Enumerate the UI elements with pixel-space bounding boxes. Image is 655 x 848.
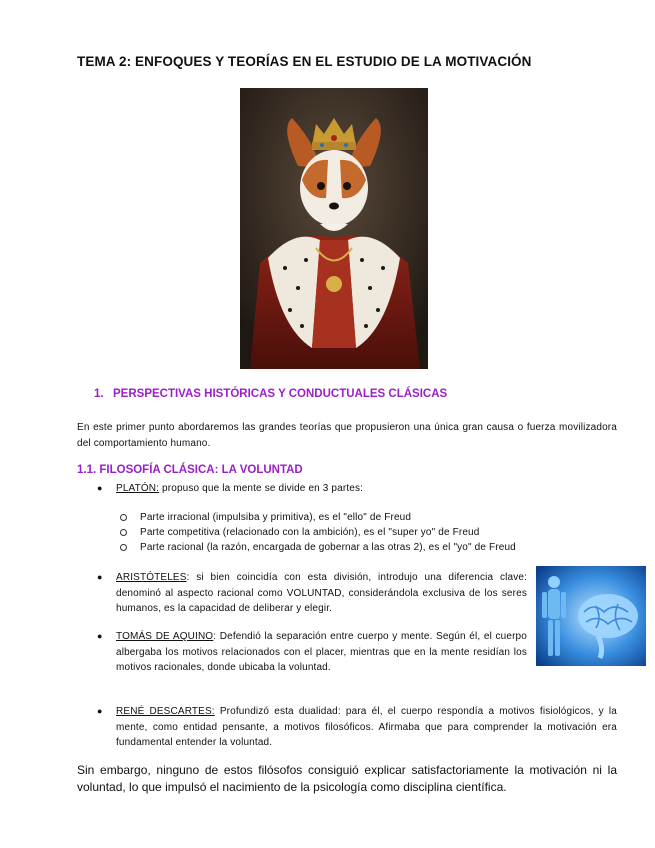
section-heading [94,388,447,400]
descartes-name: RENÉ DESCARTES: [116,706,215,717]
closing-paragraph: Sin embargo, ninguno de estos filósofos consiguió explicar satisfactoriamente la motivación ni la voluntad, lo que impulsó el nacimiento de la psicología como disciplina científica. [77,763,617,794]
circle-bullet-icon [120,514,127,521]
circle-bullet-icon [120,544,127,551]
aquino-text: : Defendió la separación entre cuerpo y mente. Según él, el cuerpo albergaba los motivos relacionados con el placer, mientras que en la mente residían los motivos racionales, donde ubicaba la voluntad. [116,631,527,673]
platon-part-1: Parte irracional (impulsiba y primitiva), es el "ello" de Freud [120,510,411,525]
bullet-aquino [97,629,527,676]
aristoteles-text: : si bien coincidía con esta división, introdujo una diferencia clave: denominó al aspecto racional como VOLUNTAD, considerándola exclusiva de los seres humanos, es la capacidad de deliberar y elegir. [116,572,527,614]
bullet-dot: ● [97,483,103,493]
section-heading-text: PERSPECTIVAS HISTÓRICAS Y CONDUCTUALES CLÁSICAS [113,388,448,400]
platon-name: PLATÓN: [116,483,160,494]
circle-bullet-icon [120,529,127,536]
bullet-dot: ● [97,572,103,582]
brain-body-illustration [536,566,646,666]
aristoteles-name: ARISTÓTELES [116,572,187,583]
platon-part-3: Parte racional (la razón, encargada de gobernar a las otras 2), es el "yo" de Freud [120,540,516,555]
bullet-aristoteles [97,570,527,617]
aquino-name: TOMÁS DE AQUINO [116,631,214,642]
bullet-dot: ● [97,706,103,716]
section-number: 1. [94,388,104,400]
descartes-text: Profundizó esta dualidad: para él, el cuerpo respondía a motivos fisiológicos, y la mente, como entidad pensante, a motivos filosóficos. Afirmaba que para comprender la motivación era fundamental entender la voluntad. [116,706,617,748]
dog-king-portrait-image [240,88,428,369]
bullet-dot: ● [97,631,103,641]
subsection-heading: 1.1. FILOSOFÍA CLÁSICA: LA VOLUNTAD [77,464,303,476]
document-title: TEMA 2: ENFOQUES Y TEORÍAS EN EL ESTUDIO DE LA MOTIVACIÓN [77,54,532,69]
section-intro-paragraph: En este primer punto abordaremos las grandes teorías que propusieron una única gran causa o fuerza movilizadora del comportamiento humano. [77,422,617,449]
platon-part-2: Parte competitiva (relacionado con la ambición), es el "super yo" de Freud [120,525,479,540]
bullet-descartes [97,704,617,751]
platon-text: propuso que la mente se divide en 3 partes: [159,483,364,494]
bullet-platon [97,481,517,497]
